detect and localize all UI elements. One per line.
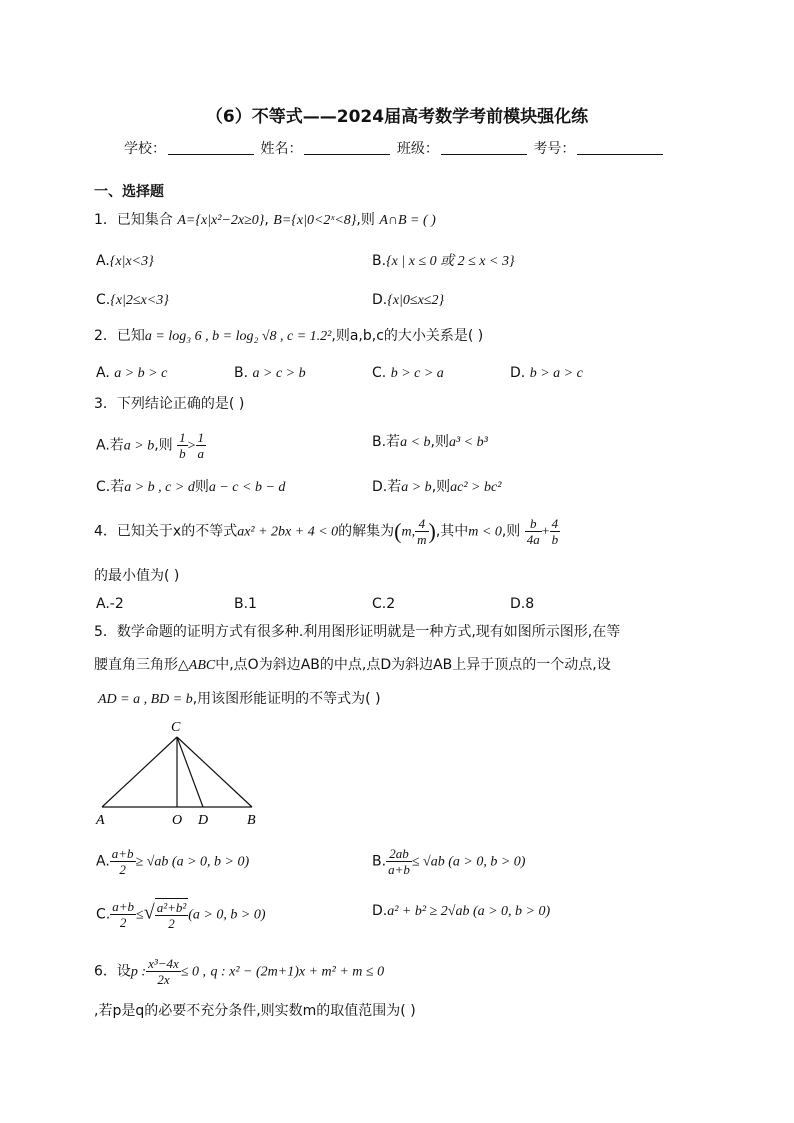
option-letter: B.若 bbox=[372, 434, 401, 450]
name-blank[interactable] bbox=[304, 140, 390, 155]
option-result: a − c < b − d bbox=[208, 480, 286, 495]
q3-option-b[interactable] bbox=[372, 432, 488, 453]
option-value: {x|x<3} bbox=[109, 254, 154, 269]
page-title: （6）不等式——2024届高考数学考前模块强化练 bbox=[205, 107, 589, 127]
q1-set-a: A={x|x²−2x≥0} bbox=[177, 213, 265, 228]
student-info-row bbox=[124, 138, 665, 158]
option-value: {x|0≤x≤2} bbox=[387, 293, 445, 308]
q4-inequality: ax² + 2bx + 4 < 0 bbox=[237, 524, 339, 540]
option-value: a² + b² ≥ 2√ab (a > 0, b > 0) bbox=[387, 904, 551, 919]
option-then: ,则 bbox=[154, 437, 173, 454]
option-letter: C. bbox=[96, 292, 111, 308]
sqrt-fraction-a2-plus-b2-over-2: $\frac{\text{a²+b²}}{2}$ bbox=[156, 900, 187, 931]
class-blank[interactable] bbox=[441, 140, 527, 155]
label-d: D bbox=[198, 813, 209, 828]
option-then: ,则 bbox=[431, 479, 451, 495]
fraction-a-plus-b-over-2: $\frac{a+b}{2}$ bbox=[112, 899, 135, 930]
name-label: 姓名： bbox=[260, 141, 303, 157]
school-label: 学校： bbox=[124, 141, 166, 157]
q6-q-expr: q : x² − (2m+1)x + m² + m ≤ 0 bbox=[210, 964, 385, 980]
option-letter: A. bbox=[96, 853, 110, 870]
q1-option-c[interactable] bbox=[96, 290, 169, 311]
option-letter: C. bbox=[96, 906, 111, 923]
q2-text: 2．已知 bbox=[94, 328, 145, 344]
q2-text-b: ,则a,b,c的大小关系是( ) bbox=[331, 328, 484, 344]
q5-triangle: △ABC bbox=[178, 658, 216, 673]
fraction-b-over-4a: $\frac{b}{4a}$ bbox=[526, 516, 540, 547]
question-4-stem-cont: 的最小值为( ) bbox=[94, 568, 180, 584]
section-heading: 一、选择题 bbox=[94, 184, 164, 200]
option-cond: a > b bbox=[401, 480, 432, 495]
q5-option-c[interactable]: C. $\frac{a+b}{2}$ ≤√ $\frac{\text{a²+b²}}{2}$ (a > 0, b > 0) bbox=[96, 899, 266, 931]
q3-option-c[interactable] bbox=[96, 477, 285, 498]
q1-option-d[interactable] bbox=[372, 290, 444, 311]
q5-text: 腰直角三角形 bbox=[94, 657, 178, 673]
question-5-line-3 bbox=[98, 689, 381, 710]
option-then: ,则 bbox=[430, 434, 449, 450]
q5-text-c: ,用该图形能证明的不等式为( ) bbox=[192, 691, 381, 707]
option-value: ≤ √ab (a > 0, b > 0) bbox=[411, 854, 526, 870]
q2-option-d[interactable] bbox=[510, 363, 583, 384]
segment-cd bbox=[177, 737, 203, 807]
option-value: b > c > a bbox=[390, 366, 444, 381]
fraction-4-over-m: $\frac{4}{m}$ bbox=[417, 516, 427, 547]
option-value: a > c > b bbox=[252, 366, 306, 381]
q6-p-label: p : bbox=[130, 964, 147, 980]
label-o: O bbox=[172, 813, 183, 828]
option-letter: D. bbox=[510, 365, 526, 381]
option-cond: a > b bbox=[123, 438, 155, 454]
q2-option-b[interactable] bbox=[234, 363, 306, 384]
q2-option-a[interactable] bbox=[96, 363, 167, 384]
q5-option-d[interactable] bbox=[372, 901, 550, 922]
q1-set-b: B={x|0<2ˣ<8} bbox=[273, 213, 357, 228]
option-letter: C.若 bbox=[96, 479, 125, 495]
q3-option-d[interactable] bbox=[372, 477, 501, 498]
isosceles-right-triangle-figure bbox=[90, 716, 270, 832]
option-result: a³ < b³ bbox=[448, 435, 488, 450]
fraction-4-over-b: $\frac{4}{b}$ bbox=[551, 516, 559, 547]
question-5-line-2 bbox=[94, 655, 611, 676]
q1-text: 1．已知集合 bbox=[94, 212, 173, 228]
question-2-stem bbox=[94, 326, 483, 347]
q2-option-c[interactable] bbox=[372, 363, 444, 384]
class-label: 班级： bbox=[396, 141, 439, 157]
option-then: 则 bbox=[194, 479, 209, 495]
q4-text-b: 的解集为 bbox=[338, 523, 395, 540]
option-letter: B. bbox=[372, 253, 387, 269]
q6-p-tail: ≤ 0 , bbox=[180, 964, 206, 980]
fraction-1-over-b: $\frac{1}{b}$ bbox=[179, 430, 186, 461]
label-a: A bbox=[96, 813, 105, 828]
option-letter: D. bbox=[372, 903, 388, 919]
exam-no-label: 考号： bbox=[533, 141, 576, 157]
option-letter: D. bbox=[372, 292, 388, 308]
q4-option-d[interactable]: D.8 bbox=[510, 596, 535, 612]
option-value: {x | x ≤ 0 或 2 ≤ x < 3} bbox=[386, 254, 515, 269]
label-c: C bbox=[171, 720, 181, 735]
q3-option-a[interactable]: A.若a > b,则 $\frac{1}{b}$ > $\frac{1}{a}$ bbox=[96, 430, 205, 461]
segment-bc bbox=[177, 737, 252, 807]
exam-no-blank[interactable] bbox=[577, 140, 663, 155]
question-3-stem: 3．下列结论正确的是( ) bbox=[94, 396, 245, 412]
option-value: a > b > c bbox=[114, 366, 168, 381]
q5-option-a[interactable] bbox=[96, 846, 249, 877]
option-letter: B. bbox=[234, 365, 249, 381]
school-blank[interactable] bbox=[168, 140, 254, 155]
option-letter: A. bbox=[96, 253, 110, 269]
q2-expr: a = log₃ 6 , b = log₂ √8 , c = 1.2² bbox=[144, 329, 332, 344]
q4-text: 4．已知关于x的不等式 bbox=[94, 523, 238, 540]
fraction-1-over-a: $\frac{1}{a}$ bbox=[197, 430, 205, 461]
q1-text-b: ,则 bbox=[356, 212, 375, 228]
question-6-stem bbox=[94, 956, 384, 987]
q6-text: 6．设 bbox=[94, 963, 131, 980]
option-letter: D.若 bbox=[372, 479, 402, 495]
question-1-stem: 1．已知集合 A={x|x²−2x≥0}, B={x|0<2ˣ<8},则 A∩B = ( ) bbox=[94, 212, 436, 228]
q5-expr: AD = a , BD = b bbox=[98, 692, 193, 707]
question-6-line-2: ,若p是q的必要不充分条件,则实数m的取值范围为( ) bbox=[94, 1003, 416, 1019]
q4-cond: m < 0 bbox=[468, 524, 502, 540]
option-letter: A.若 bbox=[96, 437, 124, 454]
q4-option-b[interactable]: B.1 bbox=[234, 596, 257, 612]
segment-ac bbox=[102, 737, 177, 807]
q5-option-b[interactable] bbox=[372, 846, 525, 877]
fraction-2ab-over-a-plus-b: $\frac{2ab}{a+b}$ bbox=[388, 846, 410, 877]
question-5-line-1: 5．数学命题的证明方式有很多种.利用图形证明就是一种方式,现有如图所示图形,在等 bbox=[94, 624, 621, 640]
q4-option-c[interactable]: C.2 bbox=[372, 596, 396, 612]
option-cond: a < b bbox=[400, 435, 431, 450]
option-result: ac² > bc² bbox=[450, 480, 502, 495]
label-b: B bbox=[247, 813, 256, 828]
option-cond: a > b , c > d bbox=[124, 480, 195, 495]
question-4-stem: 4．已知关于x的不等式ax² + 2bx + 4 < 0的解集为(m, $\frac{4}{m}$ ),其中m < 0,则 $\frac{b}{4a}$ + $\frac{4}{b}$ bbox=[94, 516, 559, 547]
fraction-a-plus-b-over-2: $\frac{a+b}{2}$ bbox=[111, 846, 134, 877]
option-letter: A. bbox=[96, 365, 110, 381]
q4-text-c: ,其中 bbox=[435, 523, 469, 540]
option-value: (a > 0, b > 0) bbox=[188, 907, 266, 923]
option-letter: C. bbox=[372, 365, 387, 381]
fraction-x3-minus-4x-over-2x: $\frac{\text{x³−4x}}{2x}$ bbox=[148, 956, 179, 987]
option-value: {x|2≤x<3} bbox=[110, 293, 169, 308]
q1-ask: A∩B = ( ) bbox=[379, 213, 436, 228]
option-letter: B. bbox=[372, 853, 387, 870]
option-value: b > a > c bbox=[529, 366, 583, 381]
option-value: ≥ √ab (a > 0, b > 0) bbox=[135, 854, 250, 870]
q1-option-b[interactable] bbox=[372, 251, 515, 272]
q4-text-d: ,则 bbox=[501, 523, 521, 540]
q4-option-a[interactable]: A.-2 bbox=[96, 596, 124, 612]
q1-option-a[interactable] bbox=[96, 251, 154, 272]
q5-text-b: 中,点O为斜边AB的中点,点D为斜边AB上异于顶点的一个动点,设 bbox=[215, 657, 611, 673]
